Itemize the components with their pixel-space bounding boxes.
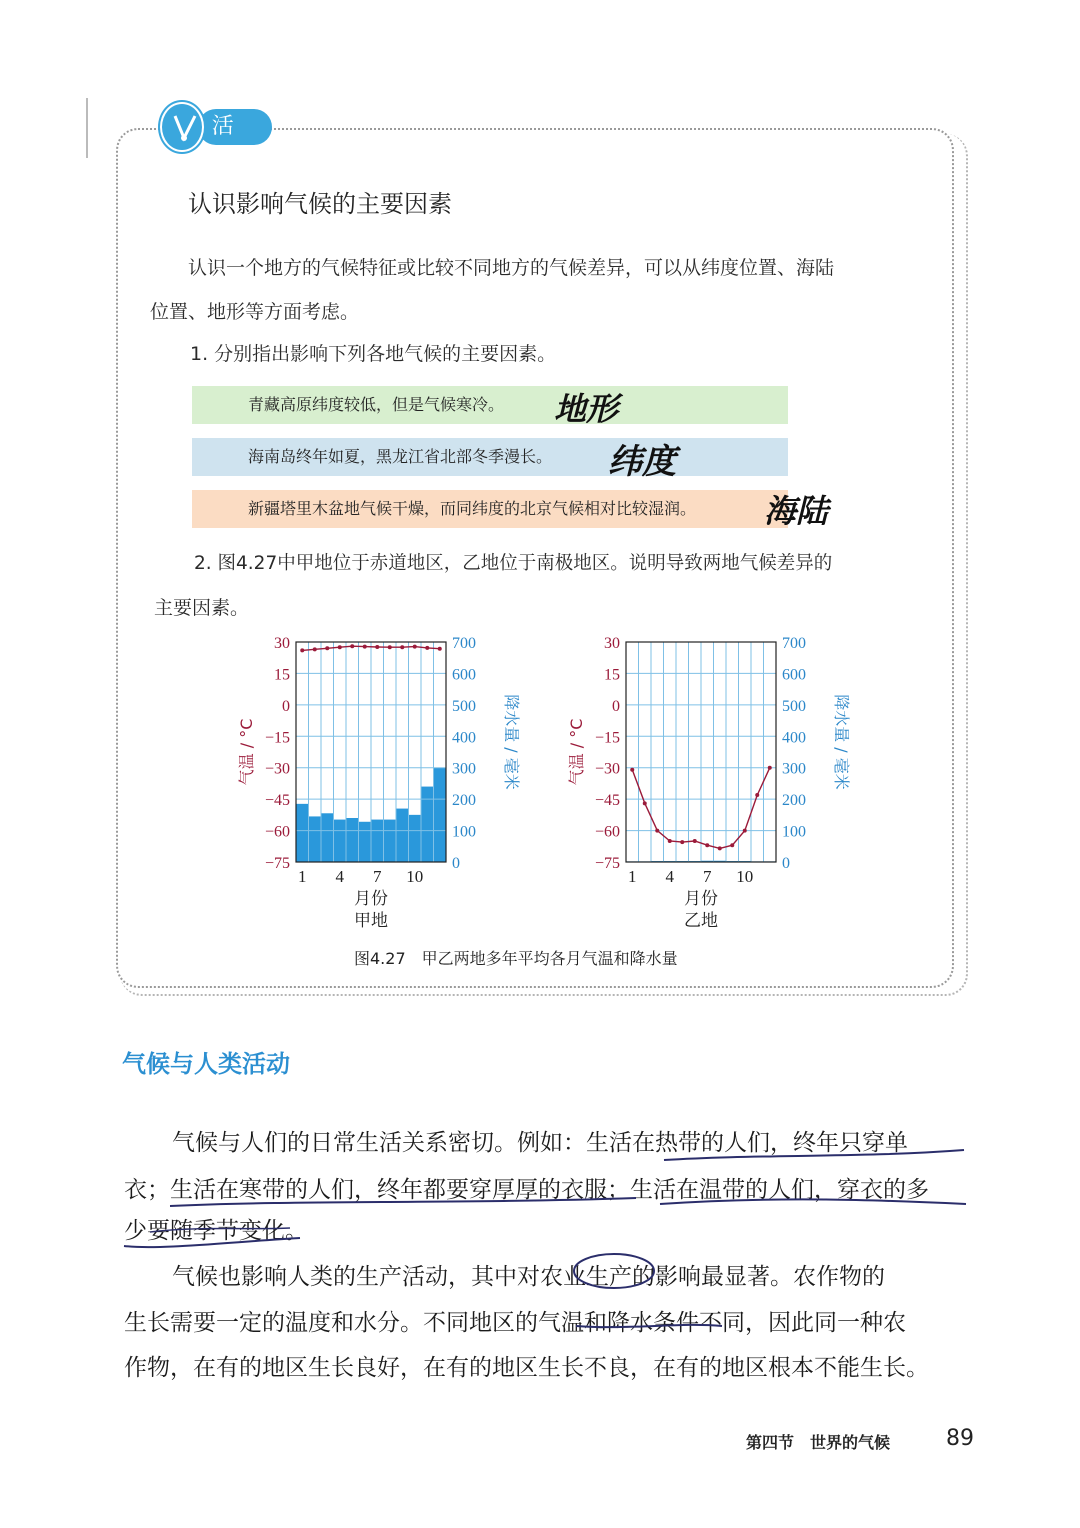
x-axis-label: 月份	[684, 889, 718, 909]
activity-intro-cont: 位置、地形等方面考虑。	[150, 301, 360, 323]
precip-tick-label: 0	[452, 855, 460, 872]
section-title: 气候与人类活动	[122, 1050, 290, 1078]
paragraph-1-line-1: 气候与人们的日常生活关系密切。例如：生活在热带的人们，终年只穿单	[172, 1130, 908, 1156]
precip-tick-label: 300	[452, 760, 476, 778]
temp-tick-label: 30	[274, 635, 290, 652]
precip-tick-label: 400	[782, 729, 806, 747]
y-axis-label-precip: 降水量 / 毫米	[502, 694, 521, 790]
y-axis-label-temp: 气温 / °C	[567, 718, 586, 786]
paragraph-2-line-1: 气候也影响人类的生产活动，其中对农业生产的影响最显著。农作物的	[172, 1264, 885, 1290]
temp-tick-label: −15	[264, 729, 290, 747]
activity-title: 认识影响气候的主要因素	[188, 190, 452, 218]
temp-tick-label: −75	[594, 855, 620, 872]
footer-section-label: 第四节 世界的气候	[746, 1433, 891, 1452]
temp-tick-label: −30	[594, 760, 620, 778]
y-axis-label-precip: 降水量 / 毫米	[832, 694, 851, 790]
figure-caption: 图4.27 甲乙两地多年平均各月气温和降水量	[354, 949, 678, 968]
factor-band-text: 海南岛终年如夏，黑龙江省北部冬季漫长。	[248, 447, 553, 466]
temp-tick-label: −30	[264, 760, 290, 778]
factor-band-text: 新疆塔里木盆地气候干燥，而同纬度的北京气候相对比较湿润。	[248, 499, 697, 518]
precip-tick-label: 0	[782, 855, 790, 872]
activity-badge-label: 活动	[198, 109, 272, 145]
month-tick-label: 1	[298, 867, 307, 886]
month-tick-label: 1	[628, 867, 637, 886]
month-tick-label: 7	[373, 867, 382, 886]
temp-tick-label: 0	[612, 697, 620, 715]
question-2-cont: 主要因素。	[154, 597, 250, 619]
paragraph-1-line-3: 少要随季节变化。	[124, 1218, 308, 1244]
handwritten-answer: 海陆	[764, 492, 829, 530]
month-tick-label: 10	[406, 867, 424, 886]
temp-tick-label: −60	[594, 823, 620, 841]
month-tick-label: 10	[736, 867, 754, 886]
temp-tick-label: −15	[594, 729, 620, 747]
month-tick-label: 7	[703, 867, 712, 886]
temp-tick-label: 30	[604, 635, 620, 652]
precip-tick-label: 600	[782, 666, 806, 684]
handwritten-answer: 地形	[554, 390, 619, 428]
x-axis-label: 月份	[354, 889, 388, 909]
paragraph-1-line-2: 衣；生活在寒带的人们，终年都要穿厚厚的衣服；生活在温带的人们，穿衣的多	[124, 1177, 929, 1203]
question-2: 2. 图4.27中甲地位于赤道地区，乙地位于南极地区。说明导致两地气候差异的	[194, 553, 833, 574]
precip-tick-label: 100	[782, 823, 806, 841]
paragraph-2-line-3: 作物，在有的地区生长良好，在有的地区生长不良，在有的地区根本不能生长。	[124, 1355, 929, 1381]
question-1: 1. 分别指出影响下列各地气候的主要因素。	[190, 343, 557, 365]
precip-tick-label: 200	[782, 792, 806, 810]
page-number: 89	[946, 1426, 974, 1451]
temp-tick-label: −45	[594, 792, 620, 810]
temp-tick-label: −75	[264, 855, 290, 872]
precip-tick-label: 700	[782, 635, 806, 652]
y-axis-label-temp: 气温 / °C	[237, 718, 256, 786]
temp-tick-label: −60	[264, 823, 290, 841]
temp-tick-label: 15	[274, 666, 290, 684]
temp-tick-label: 0	[282, 697, 290, 715]
chart-title: 甲地	[354, 911, 388, 931]
factor-band-text: 青藏高原纬度较低，但是气候寒冷。	[248, 395, 505, 414]
handwritten-answer: 纬度	[608, 442, 676, 482]
chart-title: 乙地	[684, 911, 718, 931]
precip-tick-label: 700	[452, 635, 476, 652]
month-tick-label: 4	[665, 867, 674, 886]
precip-tick-label: 600	[452, 666, 476, 684]
precip-tick-label: 500	[782, 697, 806, 715]
precip-tick-label: 300	[782, 760, 806, 778]
precip-tick-label: 200	[452, 792, 476, 810]
precip-tick-label: 500	[452, 697, 476, 715]
precip-tick-label: 400	[452, 729, 476, 747]
temp-tick-label: −45	[264, 792, 290, 810]
precip-tick-label: 100	[452, 823, 476, 841]
month-tick-label: 4	[335, 867, 344, 886]
paragraph-2-line-2: 生长需要一定的温度和水分。不同地区的气温和降水条件不同，因此同一种农	[124, 1310, 906, 1336]
activity-intro: 认识一个地方的气候特征或比较不同地方的气候差异，可以从纬度位置、海陆	[188, 257, 835, 279]
temp-tick-label: 15	[604, 666, 620, 684]
